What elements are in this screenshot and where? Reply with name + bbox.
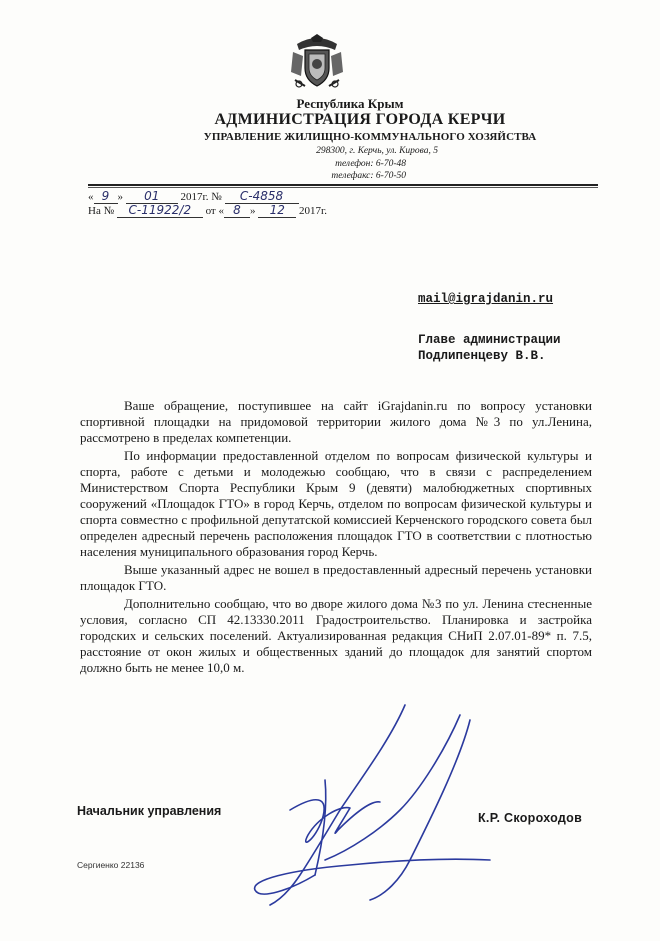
addressee-name: Подлипенцеву В.В. bbox=[418, 349, 546, 363]
body-paragraph-2: По информации предоставленной отделом по вопросам физической культуры и спорта, работе с детьми и молодежью сообщаю, что в связи с распределением Министерством Спорта Республики Крым 9 (девяти) малобюджетных спортивных сооружений «Площадок ГТО» в город Керчь, отделом по вопросам физической культуры и спорта совместно с профильной депутатской комиссией Керченского городского совета был определен адресный перечень расположения площадок ГТО в соответствии с плотностью населения муниципального образования город Керчь. bbox=[80, 448, 592, 559]
signatory-name: К.Р. Скороходов bbox=[478, 811, 583, 825]
ref-prefix: На № bbox=[88, 205, 115, 217]
reg-year-label: 2017г. № bbox=[180, 191, 222, 203]
reg-month: 01 bbox=[126, 189, 178, 204]
header-divider bbox=[88, 184, 598, 186]
ref-day: 8 bbox=[224, 203, 250, 218]
body-paragraph-4: Дополнительно сообщаю, что во дворе жилого дома №3 по ул. Ленина стесненные условия, согласно СП 42.13330.2011 Градостроительство. Планировка и застройка городских и сельских поселений. Актуализированная редакция СНиП 2.07.01-89* п. 7.5, расстояние от окон жилых и общественных зданий до площадок для занятий спортом должно быть не менее 10,0 м. bbox=[80, 596, 592, 675]
ref-month: 12 bbox=[258, 203, 296, 218]
ref-close: » bbox=[250, 205, 256, 217]
ref-from: от « bbox=[205, 205, 224, 217]
reg-day: 9 bbox=[94, 189, 118, 204]
executor-note: Сергиенко 22136 bbox=[77, 860, 145, 870]
quote-close: » bbox=[117, 191, 123, 203]
reg-number: С-4858 bbox=[225, 189, 299, 204]
body-paragraph-3: Выше указанный адрес не вошел в предоставленный адресный перечень установки площадок ГТО. bbox=[80, 562, 592, 593]
quote-open: « bbox=[88, 191, 94, 203]
letter-body bbox=[80, 398, 592, 678]
signatory-title: Начальник управления bbox=[77, 804, 222, 818]
republic-heading: Республика Крым bbox=[296, 96, 404, 111]
body-paragraph-1: Ваше обращение, поступившее на сайт iGrajdanin.ru по вопросу установки спортивной площадки на придомовой территории жилого дома №3 по ул.Ленина, рассмотрено в пределах компетенции. bbox=[80, 398, 592, 445]
incoming-reference bbox=[88, 203, 327, 218]
ref-year: 2017г. bbox=[299, 205, 328, 217]
addressee-position: Главе администрации bbox=[418, 333, 561, 347]
office-phone: телефон: 6-70-48 bbox=[335, 159, 406, 169]
administration-heading: АДМИНИСТРАЦИЯ ГОРОДА КЕРЧИ bbox=[214, 111, 506, 128]
header-divider-thin bbox=[88, 187, 598, 188]
email-address: mail@igrajdanin.ru bbox=[418, 292, 554, 306]
department-heading: УПРАВЛЕНИЕ ЖИЛИЩНО-КОММУНАЛЬНОГО ХОЗЯЙСТВА bbox=[203, 131, 537, 143]
office-fax: телефакс: 6-70-50 bbox=[331, 171, 406, 181]
handwritten-signature bbox=[230, 700, 500, 920]
ref-number: С-11922/2 bbox=[117, 203, 203, 218]
outgoing-registration bbox=[88, 189, 299, 204]
coat-of-arms-emblem bbox=[285, 30, 349, 94]
office-address: 298300, г. Керчь, ул. Кирова, 5 bbox=[316, 146, 438, 156]
